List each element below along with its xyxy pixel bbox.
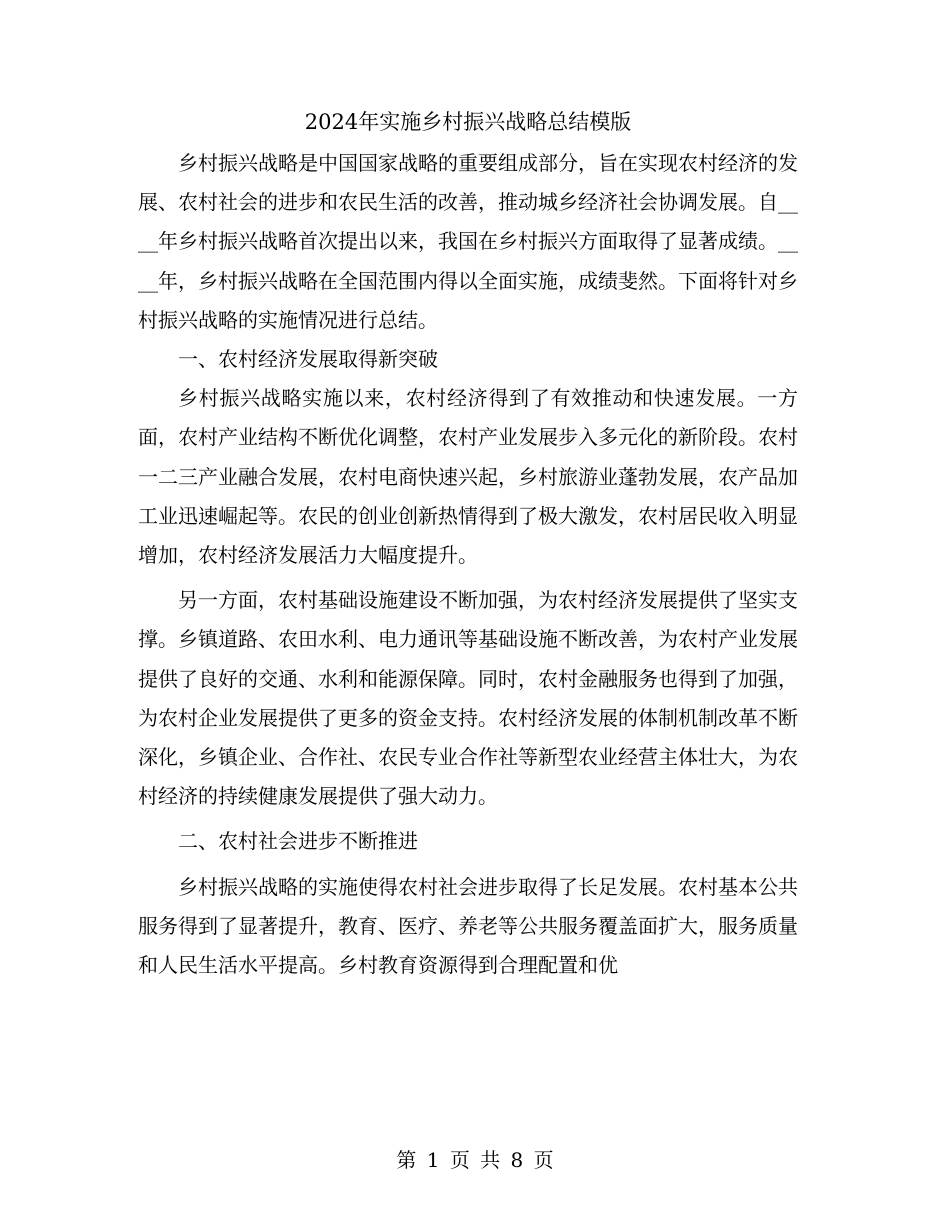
economy-paragraph-2: 另一方面，农村基础设施建设不断加强，为农村经济发展提供了坚实支撑。乡镇道路、农田水利、电力通讯等基础设施不断改善，为农村产业发展提供了良好的交通、水利和能源保障。同时，农村金融服务也得到了加强，为农村企业发展提供了更多的资金支持。农村经济发展的体制机制改革不断深化，乡镇企业、合作社、农民专业合作社等新型农业经营主体壮大，为农村经济的持续健康发展提供了强大动力。 [138,588,798,809]
section-heading-economy: 一、农村经济发展取得新突破 [178,347,438,372]
page-number-footer: 第 1 页 共 8 页 [396,1148,554,1172]
document-title: 2024年实施乡村振兴战略总结模版 [304,110,632,134]
section-heading-society: 二、农村社会进步不断推进 [178,829,418,854]
document-body [138,102,798,985]
economy-paragraph-1: 乡村振兴战略实施以来，农村经济得到了有效推动和快速发展。一方面，农村产业结构不断优化调整，农村产业发展步入多元化的新阶段。农村一二三产业融合发展，农村电商快速兴起，乡村旅游业蓬勃发展，农产品加工业迅速崛起等。农民的创业创新热情得到了极大激发，农村居民收入明显增加，农村经济发展活力大幅度提升。 [138,386,798,568]
society-paragraph-1: 乡村振兴战略的实施使得农村社会进步取得了长足发展。农村基本公共服务得到了显著提升，教育、医疗、养老等公共服务覆盖面扩大，服务质量和人民生活水平提高。乡村教育资源得到合理配置和优 [138,874,798,978]
intro-paragraph: 乡村振兴战略是中国国家战略的重要组成部分，旨在实现农村经济的发展、农村社会的进步和农民生活的改善，推动城乡经济社会协调发展。自____年乡村振兴战略首次提出以来，我国在乡村振兴方面取得了显著成绩。____年，乡村振兴战略在全国范围内得以全面实施，成绩斐然。下面将针对乡村振兴战略的实施情况进行总结。 [138,151,798,332]
